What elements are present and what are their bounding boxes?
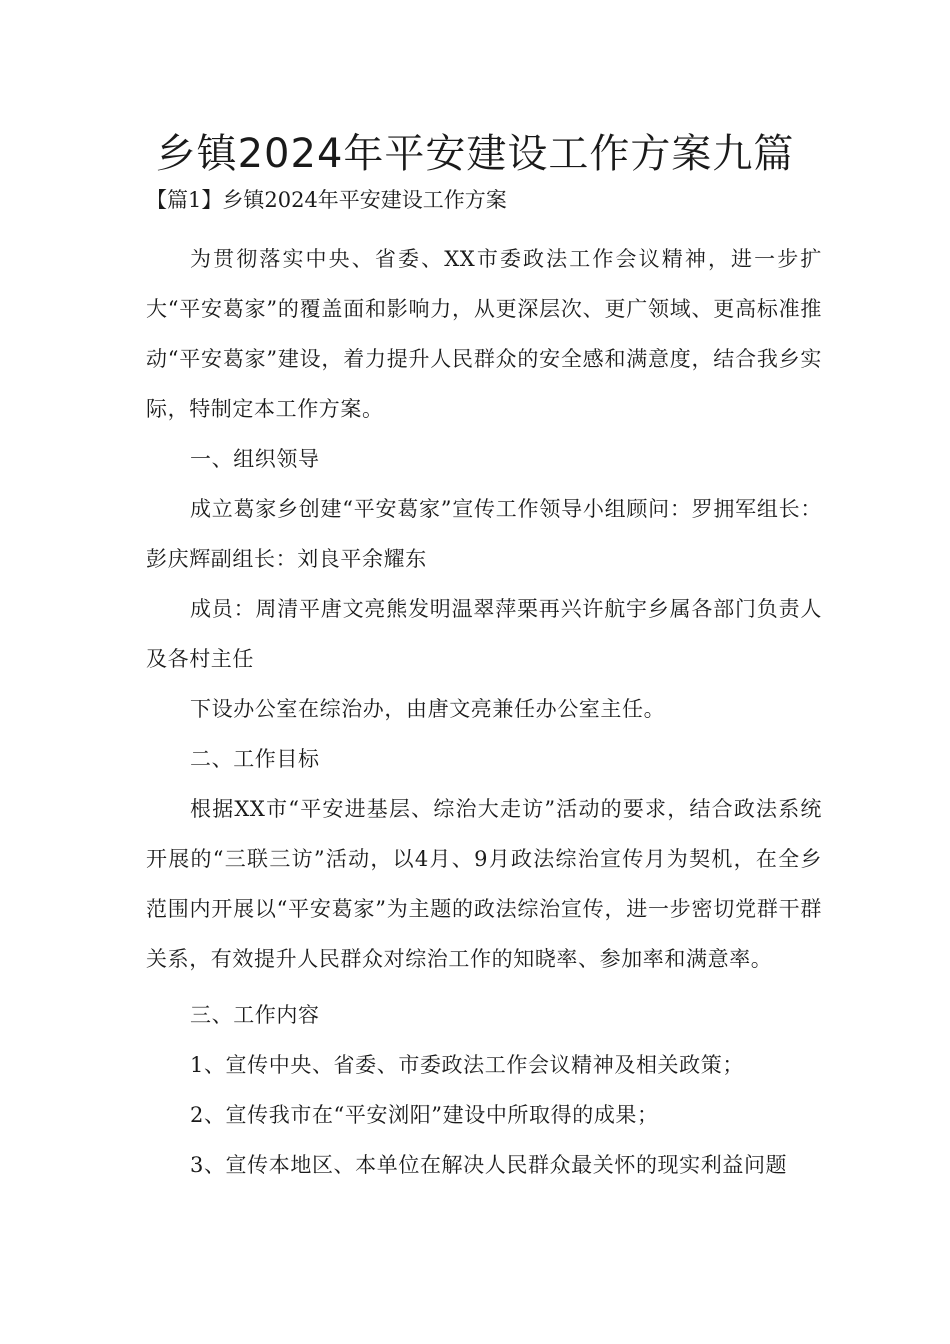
heading-organization: 一、组织领导 xyxy=(190,447,320,471)
list-item-1: 1、宣传中央、省委、市委政法工作会议精神及相关政策； xyxy=(190,1053,744,1077)
paragraph-members: 成员：周清平唐文亮熊发明温翠萍栗再兴许航宇乡属各部门负责人及各村主任 xyxy=(146,597,822,671)
heading-content: 三、工作内容 xyxy=(190,1003,320,1027)
paragraph-office: 下设办公室在综治办，由唐文亮兼任办公室主任。 xyxy=(190,697,666,721)
document-title: 乡镇2024年平安建设工作方案九篇 xyxy=(155,131,795,177)
heading-goals: 二、工作目标 xyxy=(190,747,320,771)
paragraph-intro: 为贯彻落实中央、省委、XX市委政法工作会议精神，进一步扩大“平安葛家”的覆盖面和影响力，从更深层次、更广领域、更高标准推动“平安葛家”建设，着力提升人民群众的安全感和满意度，结合我乡实际，特制定本工作方案。 xyxy=(146,247,822,421)
section-subtitle: 【篇1】乡镇2024年平安建设工作方案 xyxy=(146,188,507,212)
paragraph-leadership-group: 成立葛家乡创建“平安葛家”宣传工作领导小组顾问：罗拥军组长：彭庆辉副组长：刘良平余耀东 xyxy=(146,497,822,571)
list-item-3: 3、宣传本地区、本单位在解决人民群众最关怀的现实利益问题 xyxy=(190,1153,788,1177)
document-body xyxy=(146,234,822,1190)
paragraph-goals: 根据XX市“平安进基层、综治大走访”活动的要求，结合政法系统开展的“三联三访”活动，以4月、9月政法综治宣传月为契机，在全乡范围内开展以“平安葛家”为主题的政法综治宣传，进一步密切党群干群关系，有效提升人民群众对综治工作的知晓率、参加率和满意率。 xyxy=(146,797,822,971)
list-item-2: 2、宣传我市在“平安浏阳”建设中所取得的成果； xyxy=(190,1103,659,1127)
